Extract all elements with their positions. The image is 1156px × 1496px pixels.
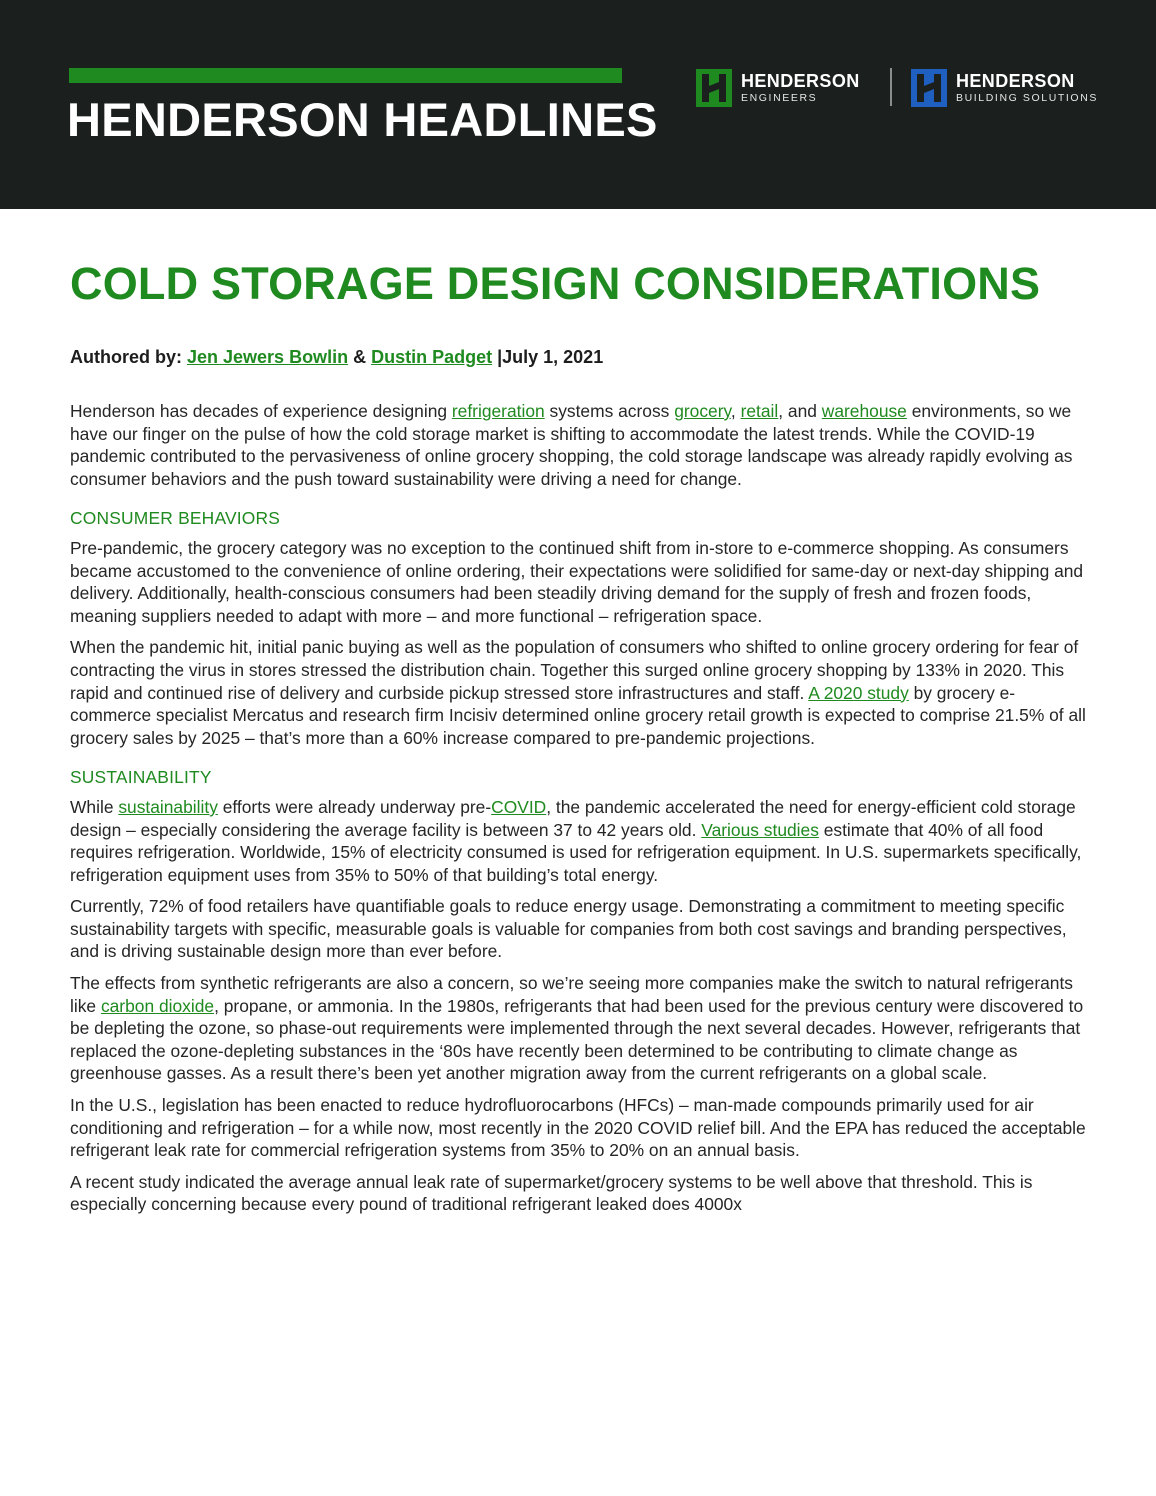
author-link-jen-jewers-bowlin[interactable]: Jen Jewers Bowlin — [187, 347, 349, 367]
paragraph: In the U.S., legislation has been enacted to reduce hydrofluorocarbons (HFCs) – man-made compounds primarily used for air conditioning and refrigeration – for a while now, most recently in the 2020 COVID relief bill. And the EPA has reduced the acceptable refrigerant leak rate for commercial refrigeration systems from 35% to 20% on an annual basis. — [70, 1095, 1086, 1161]
byline-prefix: Authored by: — [70, 347, 187, 367]
text-run: The effects from synthetic refrigerants are also a concern, so we’re seeing more companies make the switch to natural refrigerants like — [70, 973, 1074, 1016]
text-run: While — [70, 796, 119, 817]
link-2020-study[interactable]: A 2020 study — [808, 682, 909, 703]
link-sustainability[interactable]: sustainability — [118, 796, 218, 817]
article-title: COLD STORAGE DESIGN CONSIDERATIONS — [70, 258, 1041, 309]
text-run: , propane, or ammonia. In the 1980s, refrigerants that had been used for the previous century were discovered to be depleting the ozone, so phase-out requirements were implemented through the next several decades. However, refrigerants that replaced the ozone-depleting substances in the ‘80s have recently been determined to be contributing to climate change as greenhouse gasses. As a result there’s been yet another migration away from the current refrigerants on a global scale. — [70, 995, 1084, 1084]
text-run: When the pandemic hit, initial panic buying as well as the population of consumers who shifted to online grocery ordering for fear of contracting the virus in stores stressed the distribution chain. Together this surged online grocery shopping by 133% in 2020. This rapid and continued rise of delivery and curbside pickup stressed store infrastructures and staff. — [70, 637, 1079, 703]
masthead-accent-bar — [69, 68, 622, 83]
section-heading-sustainability: SUSTAINABILITY — [70, 767, 212, 788]
text-run: systems across — [544, 401, 675, 421]
paragraph — [70, 796, 1094, 886]
text-run: estimate that 40% of all food requires refrigeration. Worldwide, 15% of electricity consumed is used for refrigeration equipment. In U.S. supermarkets specifically, refrigeration equipment uses from 35% to 50% of that building’s total energy. — [70, 819, 1082, 885]
page-header — [0, 0, 1156, 209]
link-retail[interactable]: retail — [740, 401, 779, 421]
henderson-engineers-logo[interactable] — [696, 68, 860, 108]
logo-name: HENDERSON — [741, 71, 860, 92]
henderson-building-solutions-logo-icon — [911, 69, 947, 107]
text-run: by grocery e-commerce specialist Mercatus and research firm Incisiv determined online grocery retail growth is expected to comprise 21.5% of all grocery sales by 2025 – that’s more than a 60% increase compared to pre-pandemic projections. — [70, 682, 1086, 748]
publish-date: |July 1, 2021 — [492, 347, 604, 367]
logo-subtitle: ENGINEERS — [741, 92, 818, 105]
logo-divider — [890, 68, 892, 106]
byline-ampersand: & — [348, 347, 372, 367]
section-heading-consumer-behaviors: CONSUMER BEHAVIORS — [70, 508, 281, 529]
paragraph — [70, 972, 1094, 1085]
text-run: efforts were already underway pre- — [217, 796, 492, 817]
paragraph — [70, 636, 1094, 749]
byline — [70, 347, 603, 368]
link-refrigeration[interactable]: refrigeration — [451, 401, 545, 421]
text-run: environments, so we have our finger on the pulse of how the cold storage market is shifting to accommodate the latest trends. While the COVID-19 pandemic contributed to the pervasiveness of online grocery shopping, the cold storage landscape was already rapidly evolving as consumer behaviors and the push toward sustainability were driving a need for change. — [70, 401, 1073, 489]
link-various-studies[interactable]: Various studies — [701, 819, 819, 840]
henderson-engineers-logo-icon — [696, 69, 732, 107]
masthead-title: HENDERSON HEADLINES — [67, 93, 658, 146]
intro-paragraph — [70, 400, 1094, 490]
author-link-dustin-padget[interactable]: Dustin Padget — [371, 347, 493, 367]
text-run: Henderson has decades of experience designing — [70, 401, 452, 421]
text-run: , — [730, 401, 741, 421]
paragraph: Currently, 72% of food retailers have quantifiable goals to reduce energy usage. Demonstrating a commitment to meeting specific sustainability targets with specific, measurable goals is valuable for companies from both cost savings and branding perspectives, and is driving sustainable design more than ever before. — [70, 896, 1067, 962]
paragraph: A recent study indicated the average annual leak rate of supermarket/grocery systems to be well above that threshold. This is especially concerning because every pound of traditional refrigerant leaked does 4000x — [70, 1171, 1033, 1215]
paragraph: Pre-pandemic, the grocery category was no exception to the continued shift from in-store to e-commerce shopping. As consumers became accustomed to the convenience of online ordering, their expectations were solidified for same-day or next-day shipping and delivery. Additionally, health-conscious consumers had been steadily driving demand for the supply of fresh and frozen foods, meaning suppliers needed to adapt with more – and more functional – refrigeration space. — [70, 537, 1084, 626]
logo-name: HENDERSON — [956, 71, 1075, 92]
text-run: , the pandemic accelerated the need for energy-efficient cold storage design – especially considering the average facility is between 37 to 42 years old. — [70, 796, 1076, 840]
link-grocery[interactable]: grocery — [674, 401, 731, 421]
text-run: , and — [778, 401, 822, 421]
article-body — [70, 400, 1094, 1225]
link-warehouse[interactable]: warehouse — [821, 401, 907, 421]
henderson-building-solutions-logo[interactable] — [911, 68, 1098, 108]
link-carbon-dioxide[interactable]: carbon dioxide — [100, 995, 215, 1016]
link-covid[interactable]: COVID — [491, 796, 547, 817]
logo-subtitle: BUILDING SOLUTIONS — [956, 92, 1098, 105]
